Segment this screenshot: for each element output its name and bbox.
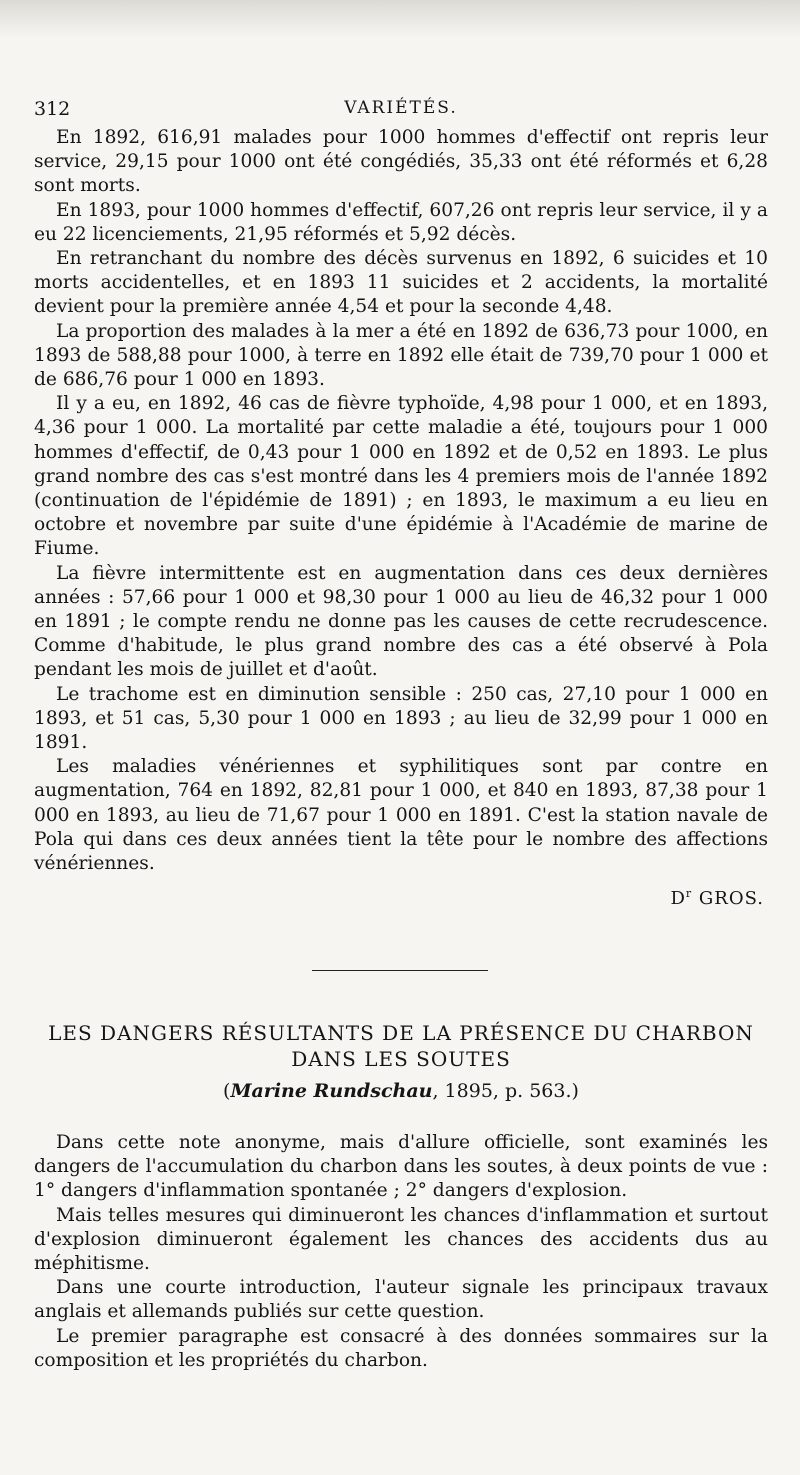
- signature-superscript: r: [685, 887, 693, 901]
- paragraph: Dans une courte introduction, l'auteur signale les principaux travaux anglais et allemands publiés sur cette question.: [34, 1277, 768, 1323]
- report-body: [34, 126, 768, 912]
- citation-source: Marine Rundschau: [230, 1080, 433, 1102]
- article-title-line: DANS LES SOUTES: [291, 1047, 511, 1071]
- paragraph: Le premier paragraphe est consacré à des données sommaires sur la composition et les propriétés du charbon.: [34, 1325, 768, 1371]
- paragraph: Il y a eu, en 1892, 46 cas de fièvre typhoïde, 4,98 pour 1 000, et en 1893, 4,36 pour 1 000. La mortalité par cette maladie a été, toujours pour 1 000 hommes d'effectif, de 0,43 pour 1 000 en 1892 et de 0,52 en 1893. Le plus grand nombre des cas s'est montré dans les 4 premiers mois de l'année 1892 (continuation de l'épidémie de 1891) ; en 1893, le maximum a eu lieu en octobre et novembre par suite d'une épidémie à l'Académie de marine de Fiume.: [34, 393, 768, 560]
- article-body: [34, 1131, 768, 1373]
- paragraph: Les maladies vénériennes et syphilitiques sont par contre en augmentation, 764 en 1892, 82,81 pour 1 000, et 840 en 1893, 87,38 pour 1 000 en 1893, au lieu de 71,67 pour 1 000 en 1891. C'est la station navale de Pola qui dans ces deux années tient la tête pour le nombre des affections vénériennes.: [34, 756, 768, 875]
- author-signature: [34, 882, 764, 911]
- section-divider: [312, 970, 488, 971]
- paragraph: Dans cette note anonyme, mais d'allure officielle, sont examinés les dangers de l'accumulation du charbon dans les soutes, à deux points de vue : 1° dangers d'inflammation spontanée ; 2° dangers d'explosion.: [34, 1132, 768, 1202]
- paragraph: En retranchant du nombre des décès survenus en 1892, 6 suicides et 10 morts accidentelles, et en 1893 11 suicides et 2 accidents, la mortalité devient pour la première année 4,54 et pour la seconde 4,48.: [34, 248, 768, 318]
- article-title-line: LES DANGERS RÉSULTANTS DE LA PRÉSENCE DU CHARBON: [48, 1021, 754, 1045]
- page-number: 312: [34, 98, 71, 120]
- paragraph: La proportion des malades à la mer a été en 1892 de 636,73 pour 1000, en 1893 de 588,88 pour 1000, à terre en 1892 elle était de 739,70 pour 1 000 et de 686,76 pour 1 000 en 1893.: [34, 320, 768, 391]
- paragraph: En 1893, pour 1000 hommes d'effectif, 607,26 ont repris leur service, il y a eu 22 licenciements, 21,95 réformés et 5,92 décès.: [34, 199, 768, 245]
- signature-prefix: D: [670, 888, 686, 910]
- article-citation: (Marine Rundschau, 1895, p. 563.): [223, 1080, 579, 1102]
- running-title: VARIÉTÉS.: [344, 98, 458, 118]
- article-title: [34, 1020, 768, 1072]
- paragraph: En 1892, 616,91 malades pour 1000 hommes d'effectif ont repris leur service, 29,15 pour 1000 ont été congédiés, 35,33 ont été réformés et 6,28 sont morts.: [34, 127, 768, 197]
- paragraph: Mais telles mesures qui diminueront les chances d'inflammation et surtout d'explosion diminueront également les chances des accidents dus au méphitisme.: [34, 1204, 768, 1275]
- scan-edge-shading: [0, 0, 800, 38]
- signature-name: GROS.: [698, 888, 764, 910]
- paragraph: La fièvre intermittente est en augmentation dans ces deux dernières années : 57,66 pour 1 000 et 98,30 pour 1 000 au lieu de 46,32 pour 1 000 en 1891 ; le compte rendu ne donne pas les causes de cette recrudescence. Comme d'habitude, le plus grand nombre des cas a été observé à Pola pendant les mois de juillet et d'août.: [34, 562, 768, 681]
- citation-detail: , 1895, p. 563.: [432, 1080, 572, 1102]
- paragraph: Le trachome est en diminution sensible : 250 cas, 27,10 pour 1 000 en 1893, et 51 cas, 5,30 pour 1 000 en 1893 ; au lieu de 32,99 pour 1 000 en 1891.: [34, 683, 768, 754]
- page-header: [34, 98, 768, 122]
